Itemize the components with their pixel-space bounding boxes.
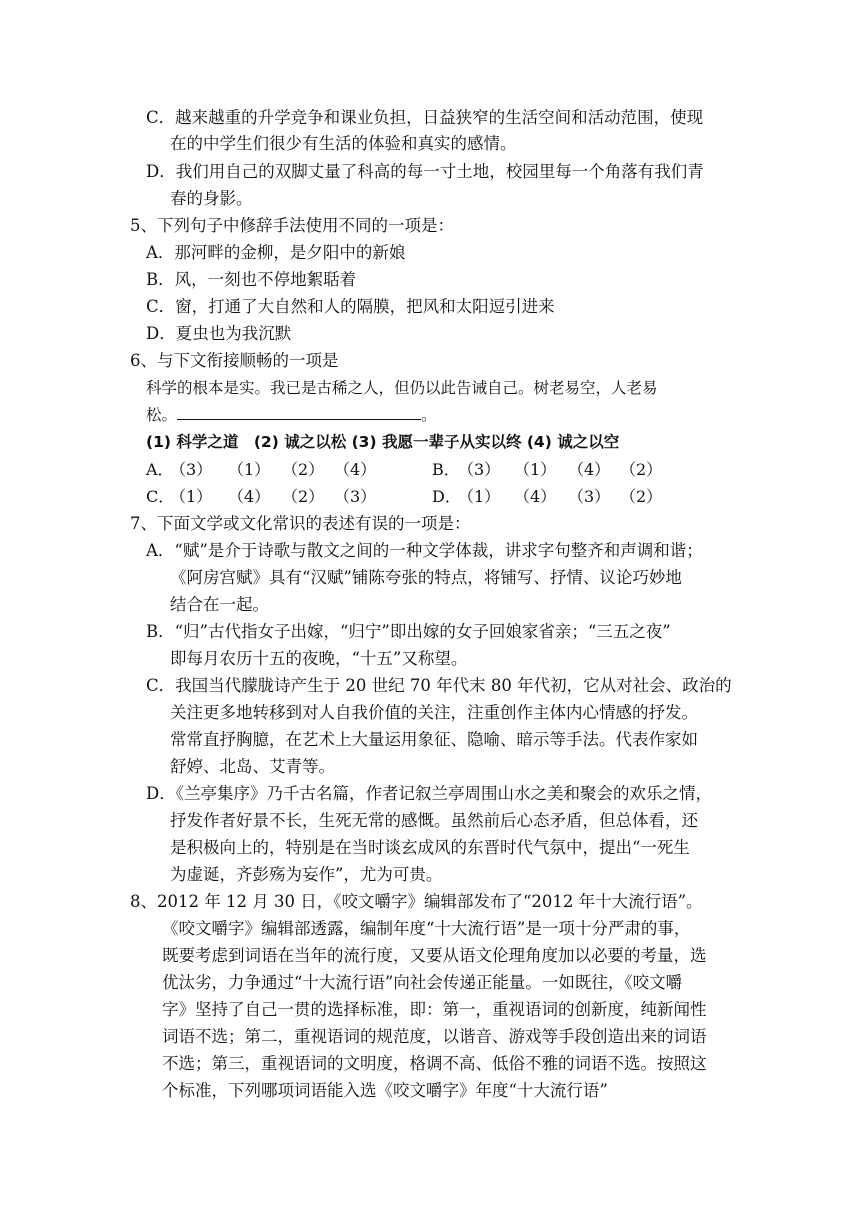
q8-line7: 不选；第三，重视语词的文明度，格调不高、低俗不雅的词语不选。按照这 [162, 1054, 707, 1073]
q7-option-d-line4: 为虚诞，齐彭殇为妄作”，尤为可贵。 [170, 865, 443, 884]
q4-option-c-line2: 在的中学生们很少有生活的体验和真实的感情。 [170, 134, 517, 153]
q6-option-d-label: D． [432, 487, 461, 506]
q8-line6: 词语不选；第二，重视语词的规范度，以谐音、游戏等手段创造出来的词语 [162, 1027, 707, 1046]
q7-option-c-line1: C．我国当代朦胧诗产生于 20 世纪 70 年代末 80 年代初，它从对社会、政治的 [146, 676, 732, 695]
q7-stem: 7、下面文学或文化常识的表述有误的一项是： [130, 514, 471, 533]
q5-option-c: C．窗，打通了大自然和人的隔膜，把风和太阳逗引进来 [146, 297, 555, 316]
q8-line1: 8、2012 年 12 月 30 日，《咬文嚼字》编辑部发布了“2012 年十大流行语”。 [130, 892, 703, 911]
q8-line8: 个标准，下列哪项词语能入选《咬文嚼字》年度“十大流行语” [162, 1081, 608, 1100]
q7-option-a-line1: A．“赋”是介于诗歌与散文之间的一种文学体裁，讲求字句整齐和声调和谐； [146, 541, 703, 560]
q8-line4: 优汰劣，力争通过“十大流行语”向社会传递正能量。一如既往，《咬文嚼 [162, 973, 683, 992]
q6-option-a-v3: （2） [282, 460, 325, 479]
q5-stem: 5、下列句子中修辞手法使用不同的一项是： [130, 216, 454, 235]
fill-in-blank [177, 405, 421, 420]
q7-option-b-line2: 即每月农历十五的夜晚，“十五”又称望。 [170, 649, 468, 668]
q6-option-b-v3: （4） [568, 460, 611, 479]
q6-passage-line2-end: 。 [421, 406, 437, 424]
q6-option-c-v3: （2） [282, 487, 325, 506]
q7-option-b-line1: B．“归”古代指女子出嫁，“归宁”即出嫁的女子回娘家省亲；“三五之夜” [146, 622, 671, 641]
q6-option-a-v2: （1） [228, 460, 271, 479]
q6-passage-line2 [146, 405, 437, 425]
q6-choices: (1) 科学之道 (2) 诚之以松 (3) 我愿一辈子从实以终 (4) 诚之以空 [146, 433, 620, 451]
q6-option-b-label: B． [432, 460, 460, 479]
q6-option-b-v4: （2） [620, 460, 663, 479]
q6-option-c-v4: （3） [334, 487, 377, 506]
q7-option-d-line2: 抒发作者好景不长，生死无常的感慨。虽然前后心态矛盾，但总体看，还 [170, 811, 698, 830]
q5-option-a: A．那河畔的金柳，是夕阳中的新娘 [146, 243, 406, 262]
q6-option-b-v1: （3） [458, 460, 501, 479]
q5-option-d: D．夏虫也为我沉默 [146, 324, 292, 343]
q7-option-c-line4: 舒婷、北岛、艾青等。 [170, 757, 335, 776]
q6-stem: 6、与下文衔接顺畅的一项是 [130, 351, 339, 370]
q6-option-d-v2: （4） [514, 487, 557, 506]
q6-option-a-label: A． [146, 460, 174, 479]
q8-line2: 《咬文嚼字》编辑部透露，编制年度“十大流行语”是一项十分严肃的事， [162, 919, 691, 938]
q8-line3: 既要考虑到词语在当年的流行度，又要从语文伦理角度加以必要的考量，选 [162, 946, 707, 965]
q8-line5: 字》坚持了自己一贯的选择标准，即：第一，重视语词的创新度，纯新闻性 [162, 1000, 707, 1019]
q6-option-a-v4: （4） [334, 460, 377, 479]
q6-option-d-v4: （2） [620, 487, 663, 506]
q6-passage-line1: 科学的根本是实。我已是古稀之人，但仍以此告诫自己。树老易空，人老易 [146, 379, 658, 397]
q4-option-d-line1: D．我们用自己的双脚丈量了科高的每一寸土地，校园里每一个角落有我们青 [146, 162, 704, 181]
q6-option-b-v2: （1） [514, 460, 557, 479]
q6-option-c-v2: （4） [228, 487, 271, 506]
q6-option-a-v1: （3） [170, 460, 213, 479]
q4-option-d-line2: 春的身影。 [170, 189, 253, 208]
q7-option-a-line2: 《阿房宫赋》具有“汉赋”铺陈夸张的特点，将铺写、抒情、议论巧妙地 [170, 568, 682, 587]
q6-option-c-label: C． [146, 487, 175, 506]
q6-option-c-v1: （1） [170, 487, 213, 506]
q7-option-c-line3: 常常直抒胸臆，在艺术上大量运用象征、隐喻、暗示等手法。代表作家如 [170, 730, 698, 749]
q6-option-d-v1: （1） [458, 487, 501, 506]
q7-option-d-line1: D．《兰亭集序》乃千古名篇，作者记叙兰亭周围山水之美和聚会的欢乐之情， [146, 784, 712, 803]
q6-option-d-v3: （3） [568, 487, 611, 506]
q6-passage-line2-start: 松。 [146, 406, 178, 424]
q7-option-a-line3: 结合在一起。 [170, 595, 269, 614]
q5-option-b: B．风，一刻也不停地絮聒着 [146, 270, 357, 289]
q7-option-c-line2: 关注更多地转移到对人自我价值的关注，注重创作主体内心情感的抒发。 [170, 703, 698, 722]
q4-option-c-line1: C．越来越重的升学竞争和课业负担，日益狭窄的生活空间和活动范围，使现 [146, 108, 704, 127]
q7-option-d-line3: 是积极向上的，特别是在当时谈玄成风的东晋时代气氛中，提出“一死生 [170, 838, 690, 857]
